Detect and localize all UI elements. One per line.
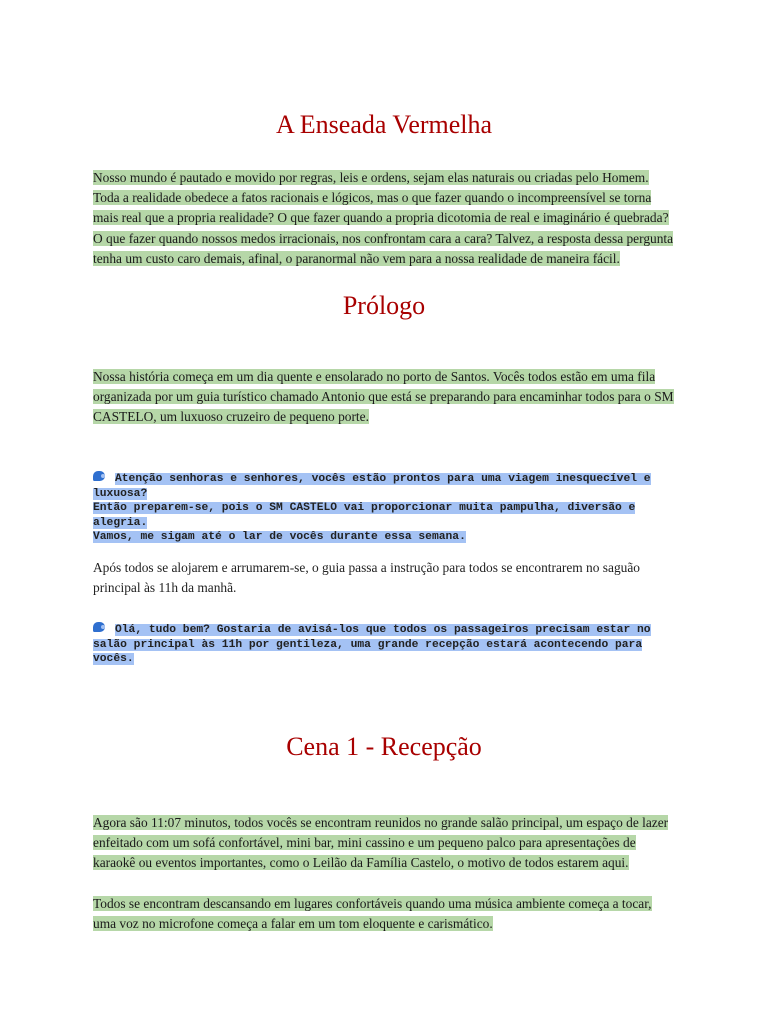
scene-1-text-2: Todos se encontram descansando em lugares confortáveis quando uma música ambiente começa a tocar, uma voz no microfone começa a falar em um tom eloquente e carismático. [93, 896, 652, 932]
intro-text: Nosso mundo é pautado e movido por regras, leis e ordens, sejam elas naturais ou criadas pelo Homem. Toda a realidade obedece a fatos racionais e lógicos, mas o que fazer quando o incompreensível se torna mais real que a propria realidade? O que fazer quando a propria dicotomia de real e imaginário é quebrada? O que fazer quando nossos medos irracionais, nos confrontam cara a cara? Talvez, a resposta dessa pergunta tenha um custo caro demais, afinal, o paranormal não vem para a nossa realidade de maneira fácil. [93, 170, 674, 266]
speech-bubble-icon [93, 622, 105, 633]
speech-bubble-icon [93, 471, 105, 482]
scene-1-paragraph-2 [93, 894, 677, 934]
document-title: A Enseada Vermelha [275, 110, 493, 139]
intro-paragraph [93, 168, 677, 269]
speech-block-2 [93, 622, 677, 667]
speech-1-line-2: Então preparem-se, pois o SM CASTELO vai proporcionar muita pampulha, diversão e alegria. [93, 502, 636, 529]
speech-block-1 [93, 471, 677, 545]
speech-1-line-1: Atenção senhoras e senhores, vocês estão prontos para uma viagem inesquecível e luxuosa? [93, 473, 651, 500]
scene-1-text-1: Agora são 11:07 minutos, todos vocês se encontram reunidos no grande salão principal, um espaço de lazer enfeitado com um sofá confortável, mini bar, mini cassino e um pequeno palco para apresentações de karaokê ou eventos importantes, como o Leilão da Família Castelo, o motivo de todos estarem aqui. [93, 815, 669, 871]
prologue-paragraph [93, 367, 677, 428]
prologue-text: Nossa história começa em um dia quente e ensolarado no porto de Santos. Vocês todos estão em uma fila organizada por um guia turístico chamado Antonio que está se preparando para encaminhar todos para o SM CASTELO, um luxuoso cruzeiro de pequeno porte. [93, 369, 674, 425]
speech-1-line-3: Vamos, me sigam até o lar de vocês durante essa semana. [93, 531, 466, 543]
scene-1-paragraph-1 [93, 813, 677, 874]
scene-1-heading: Cena 1 - Recepção [286, 732, 482, 761]
narration-paragraph: Após todos se alojarem e arrumarem-se, o guia passa a instrução para todos se encontrarem no saguão principal às 11h da manhã. [93, 560, 640, 596]
prologue-heading: Prólogo [342, 291, 426, 320]
speech-2-text: Olá, tudo bem? Gostaria de avisá-los que todos os passageiros precisam estar no salão principal às 11h por gentileza, uma grande recepção estará acontecendo para vocês. [93, 624, 651, 665]
